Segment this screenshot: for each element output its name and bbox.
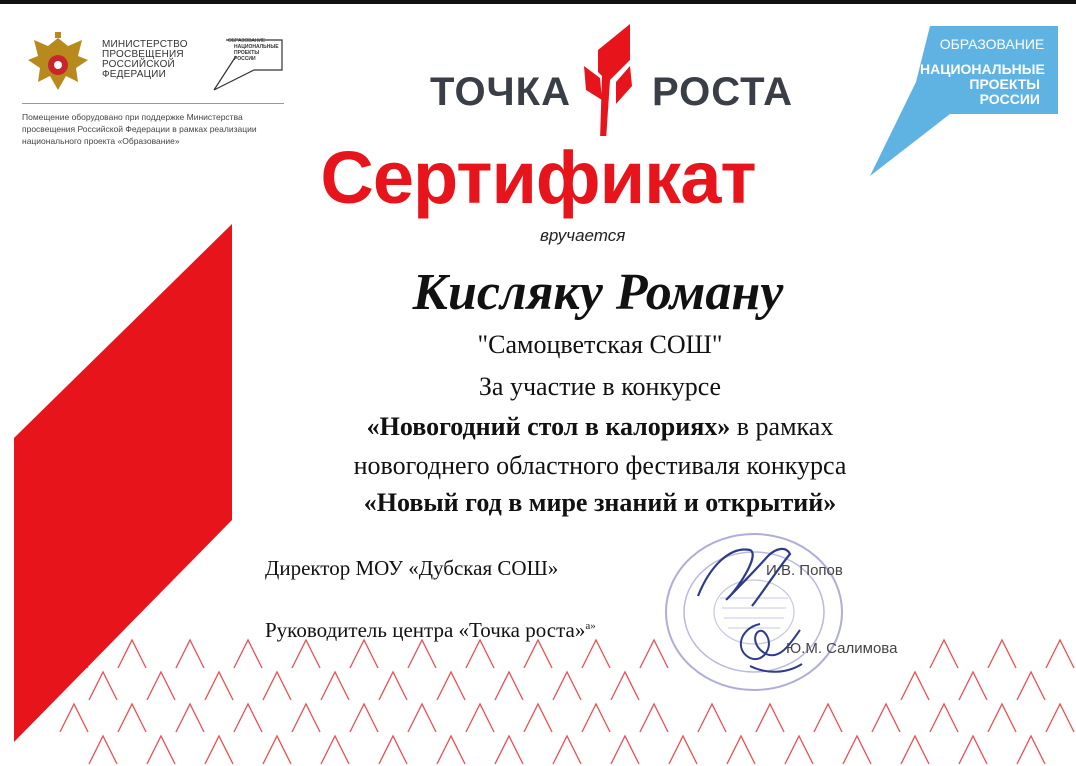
chevron-mark xyxy=(437,672,465,700)
chevron-mark xyxy=(176,640,204,668)
support-text: Помещение оборудовано при поддержке Министерства просвещения Российской Федерации в рамках реализации национального проекта «Образование» xyxy=(22,112,257,146)
recipient-name: Кисляку Роману xyxy=(412,264,784,321)
signature-name-head: Ю.М. Салимова xyxy=(786,640,898,657)
signature-role-head-text: Руководитель центра «Точка роста» xyxy=(265,618,586,642)
award-line-1: За участие в конкурсе xyxy=(478,372,722,401)
signature-role-suffix: а» xyxy=(585,620,596,632)
chevron-mark xyxy=(611,736,639,764)
np-logo-lines xyxy=(920,61,1045,107)
chevron-mark xyxy=(843,736,871,764)
np-logo-line: НАЦИОНАЛЬНЫЕ xyxy=(920,61,1045,77)
chevron-mark xyxy=(553,736,581,764)
chevron-mark xyxy=(756,704,784,732)
chevron-mark xyxy=(901,736,929,764)
chevron-mark xyxy=(60,704,88,732)
chevron-mark xyxy=(669,736,697,764)
brand-left-word: ТОЧКА xyxy=(430,70,571,114)
chevron-mark xyxy=(640,704,668,732)
chevron-mark xyxy=(408,704,436,732)
chevron-mark xyxy=(205,736,233,764)
chevron-mark xyxy=(959,736,987,764)
np-logo-line: РОССИИ xyxy=(979,91,1040,107)
chevron-mark xyxy=(466,640,494,668)
contest-name: «Новогодний стол в калориях» xyxy=(366,412,731,441)
chevron-mark xyxy=(1046,640,1074,668)
chevron-mark xyxy=(379,736,407,764)
chevron-mark xyxy=(147,736,175,764)
chevron-mark xyxy=(930,704,958,732)
award-line-2 xyxy=(180,412,1020,442)
chevron-mark xyxy=(1017,672,1045,700)
signature-role-director: Директор МОУ «Дубская СОШ» xyxy=(265,556,559,580)
chevron-pattern xyxy=(60,640,1074,764)
chevron-mark xyxy=(350,704,378,732)
coat-of-arms-icon xyxy=(20,32,96,96)
ministry-divider xyxy=(22,103,284,104)
chevron-mark xyxy=(524,640,552,668)
award-line-3: новогоднего областного фестиваля конкурса xyxy=(353,451,847,480)
certificate-title: Сертификат xyxy=(320,136,756,219)
ministry-name xyxy=(102,40,188,80)
sprout-icon xyxy=(580,20,640,136)
award-line-2-rest: в рамках xyxy=(730,412,834,441)
chevron-mark xyxy=(553,672,581,700)
chevron-mark xyxy=(1017,736,1045,764)
small-np-line: РОССИИ xyxy=(234,56,256,62)
chevron-mark xyxy=(176,704,204,732)
chevron-mark xyxy=(205,672,233,700)
np-logo-top: ОБРАЗОВАНИЕ xyxy=(939,36,1045,52)
small-np-text xyxy=(228,38,286,62)
chevron-mark xyxy=(930,640,958,668)
ministry-name-line: ПРОСВЕЩЕНИЯ xyxy=(102,49,184,60)
chevron-mark xyxy=(611,672,639,700)
chevron-mark xyxy=(495,736,523,764)
chevron-mark xyxy=(263,672,291,700)
chevron-mark xyxy=(118,704,146,732)
chevron-mark xyxy=(524,704,552,732)
chevron-mark xyxy=(785,736,813,764)
school-name: "Самоцветская СОШ" xyxy=(477,330,723,359)
chevron-mark xyxy=(147,672,175,700)
chevron-mark xyxy=(988,704,1016,732)
chevron-mark xyxy=(959,672,987,700)
chevron-mark xyxy=(89,672,117,700)
chevron-mark xyxy=(698,704,726,732)
small-np-line: НАЦИОНАЛЬНЫЕ xyxy=(234,44,279,50)
chevron-mark xyxy=(408,640,436,668)
chevron-mark xyxy=(350,640,378,668)
chevron-mark xyxy=(321,672,349,700)
brand-right-word: РОСТА xyxy=(652,70,793,114)
chevron-mark xyxy=(118,640,146,668)
chevron-mark xyxy=(988,640,1016,668)
chevron-mark xyxy=(466,704,494,732)
presented-label: вручается xyxy=(540,226,626,245)
chevron-mark xyxy=(727,736,755,764)
chevron-mark xyxy=(321,736,349,764)
small-np-line: ПРОЕКТЫ xyxy=(234,50,260,56)
signature-name-director: И.В. Попов xyxy=(766,562,843,579)
chevron-mark xyxy=(901,672,929,700)
chevron-mark xyxy=(89,736,117,764)
chevron-mark xyxy=(814,704,842,732)
chevron-mark xyxy=(582,640,610,668)
np-logo-line: ПРОЕКТЫ xyxy=(969,76,1040,92)
chevron-mark xyxy=(872,704,900,732)
chevron-mark xyxy=(234,640,262,668)
small-np-top: ОБРАЗОВАНИЕ xyxy=(228,38,266,44)
chevron-mark xyxy=(582,704,610,732)
chevron-mark xyxy=(437,736,465,764)
chevron-mark xyxy=(292,704,320,732)
chevron-mark xyxy=(292,640,320,668)
chevron-mark xyxy=(263,736,291,764)
chevron-mark xyxy=(379,672,407,700)
festival-name: «Новый год в мире знаний и открытий» xyxy=(363,488,837,517)
signature-role-head xyxy=(265,618,596,643)
chevron-mark xyxy=(495,672,523,700)
chevron-mark xyxy=(1046,704,1074,732)
ministry-name-line: ФЕДЕРАЦИИ xyxy=(102,69,166,80)
ministry-name-line: РОССИЙСКОЙ xyxy=(102,59,175,70)
chevron-mark xyxy=(234,704,262,732)
ministry-name-line: МИНИСТЕРСТВО xyxy=(102,39,188,50)
